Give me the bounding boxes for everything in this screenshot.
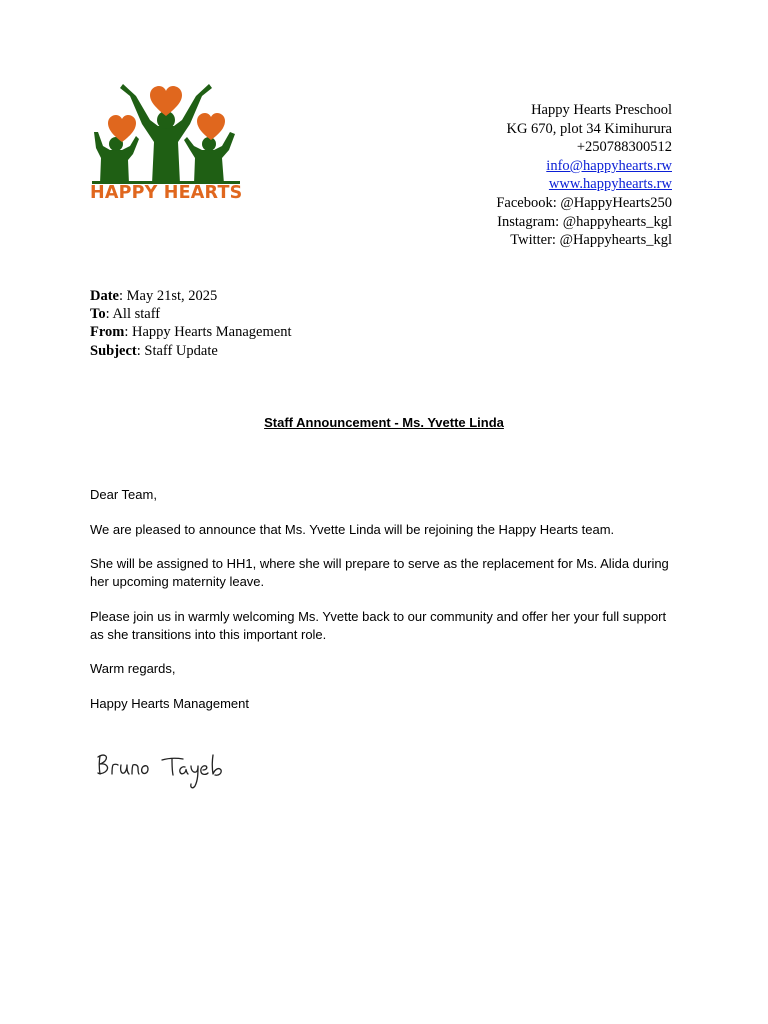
memo-to [90, 305, 291, 323]
greeting: Dear Team, [90, 487, 157, 502]
handwritten-signature [94, 748, 234, 798]
subject-label: Subject [90, 342, 137, 359]
from-label: From [90, 324, 125, 341]
school-address: KG 670, plot 34 Kimihurura [506, 120, 672, 137]
happy-hearts-logo [90, 84, 242, 208]
instagram-handle: Instagram: @happyhearts_kgl [497, 213, 672, 230]
closing: Warm regards, [90, 661, 176, 676]
facebook-handle: Facebook: @HappyHearts250 [496, 194, 672, 211]
memo-from [90, 323, 291, 341]
sender: Happy Hearts Management [90, 695, 249, 711]
signature-icon [94, 748, 234, 798]
letter-body [90, 486, 680, 729]
subject-value: : Staff Update [136, 342, 218, 359]
memo-subject [90, 342, 291, 360]
school-phone: +250788300512 [576, 139, 672, 156]
announcement-heading: Staff Announcement - Ms. Yvette Linda [264, 415, 504, 430]
date-value: : May 21st, 2025 [119, 288, 218, 304]
paragraph-2: She will be assigned to HH1, where she will prepare to serve as the replacement for Ms. Alida during her upcoming maternity leave. [90, 556, 669, 589]
from-value: : Happy Hearts Management [124, 324, 292, 341]
email-link[interactable]: info@happyhearts.rw [546, 157, 672, 174]
paragraph-3: Please join us in warmly welcoming Ms. Yvette back to our community and offer her your full support as she transitions into this important role. [90, 608, 667, 642]
logo-figures-icon [90, 84, 242, 184]
memo-header [90, 287, 291, 360]
website-link[interactable]: www.happyhearts.rw [548, 176, 672, 193]
logo-wordmark: HAPPY HEARTS [90, 183, 243, 203]
to-value: : All staff [105, 306, 161, 323]
twitter-handle: Twitter: @Happyhearts_kgl [510, 232, 672, 249]
school-name: Happy Hearts Preschool [531, 102, 672, 118]
memo-date [90, 287, 291, 305]
date-label: Date [90, 288, 119, 304]
contact-block [496, 101, 672, 250]
to-label: To [90, 306, 106, 323]
paragraph-1: We are pleased to announce that Ms. Yvette Linda will be rejoining the Happy Hearts team. [90, 521, 615, 537]
